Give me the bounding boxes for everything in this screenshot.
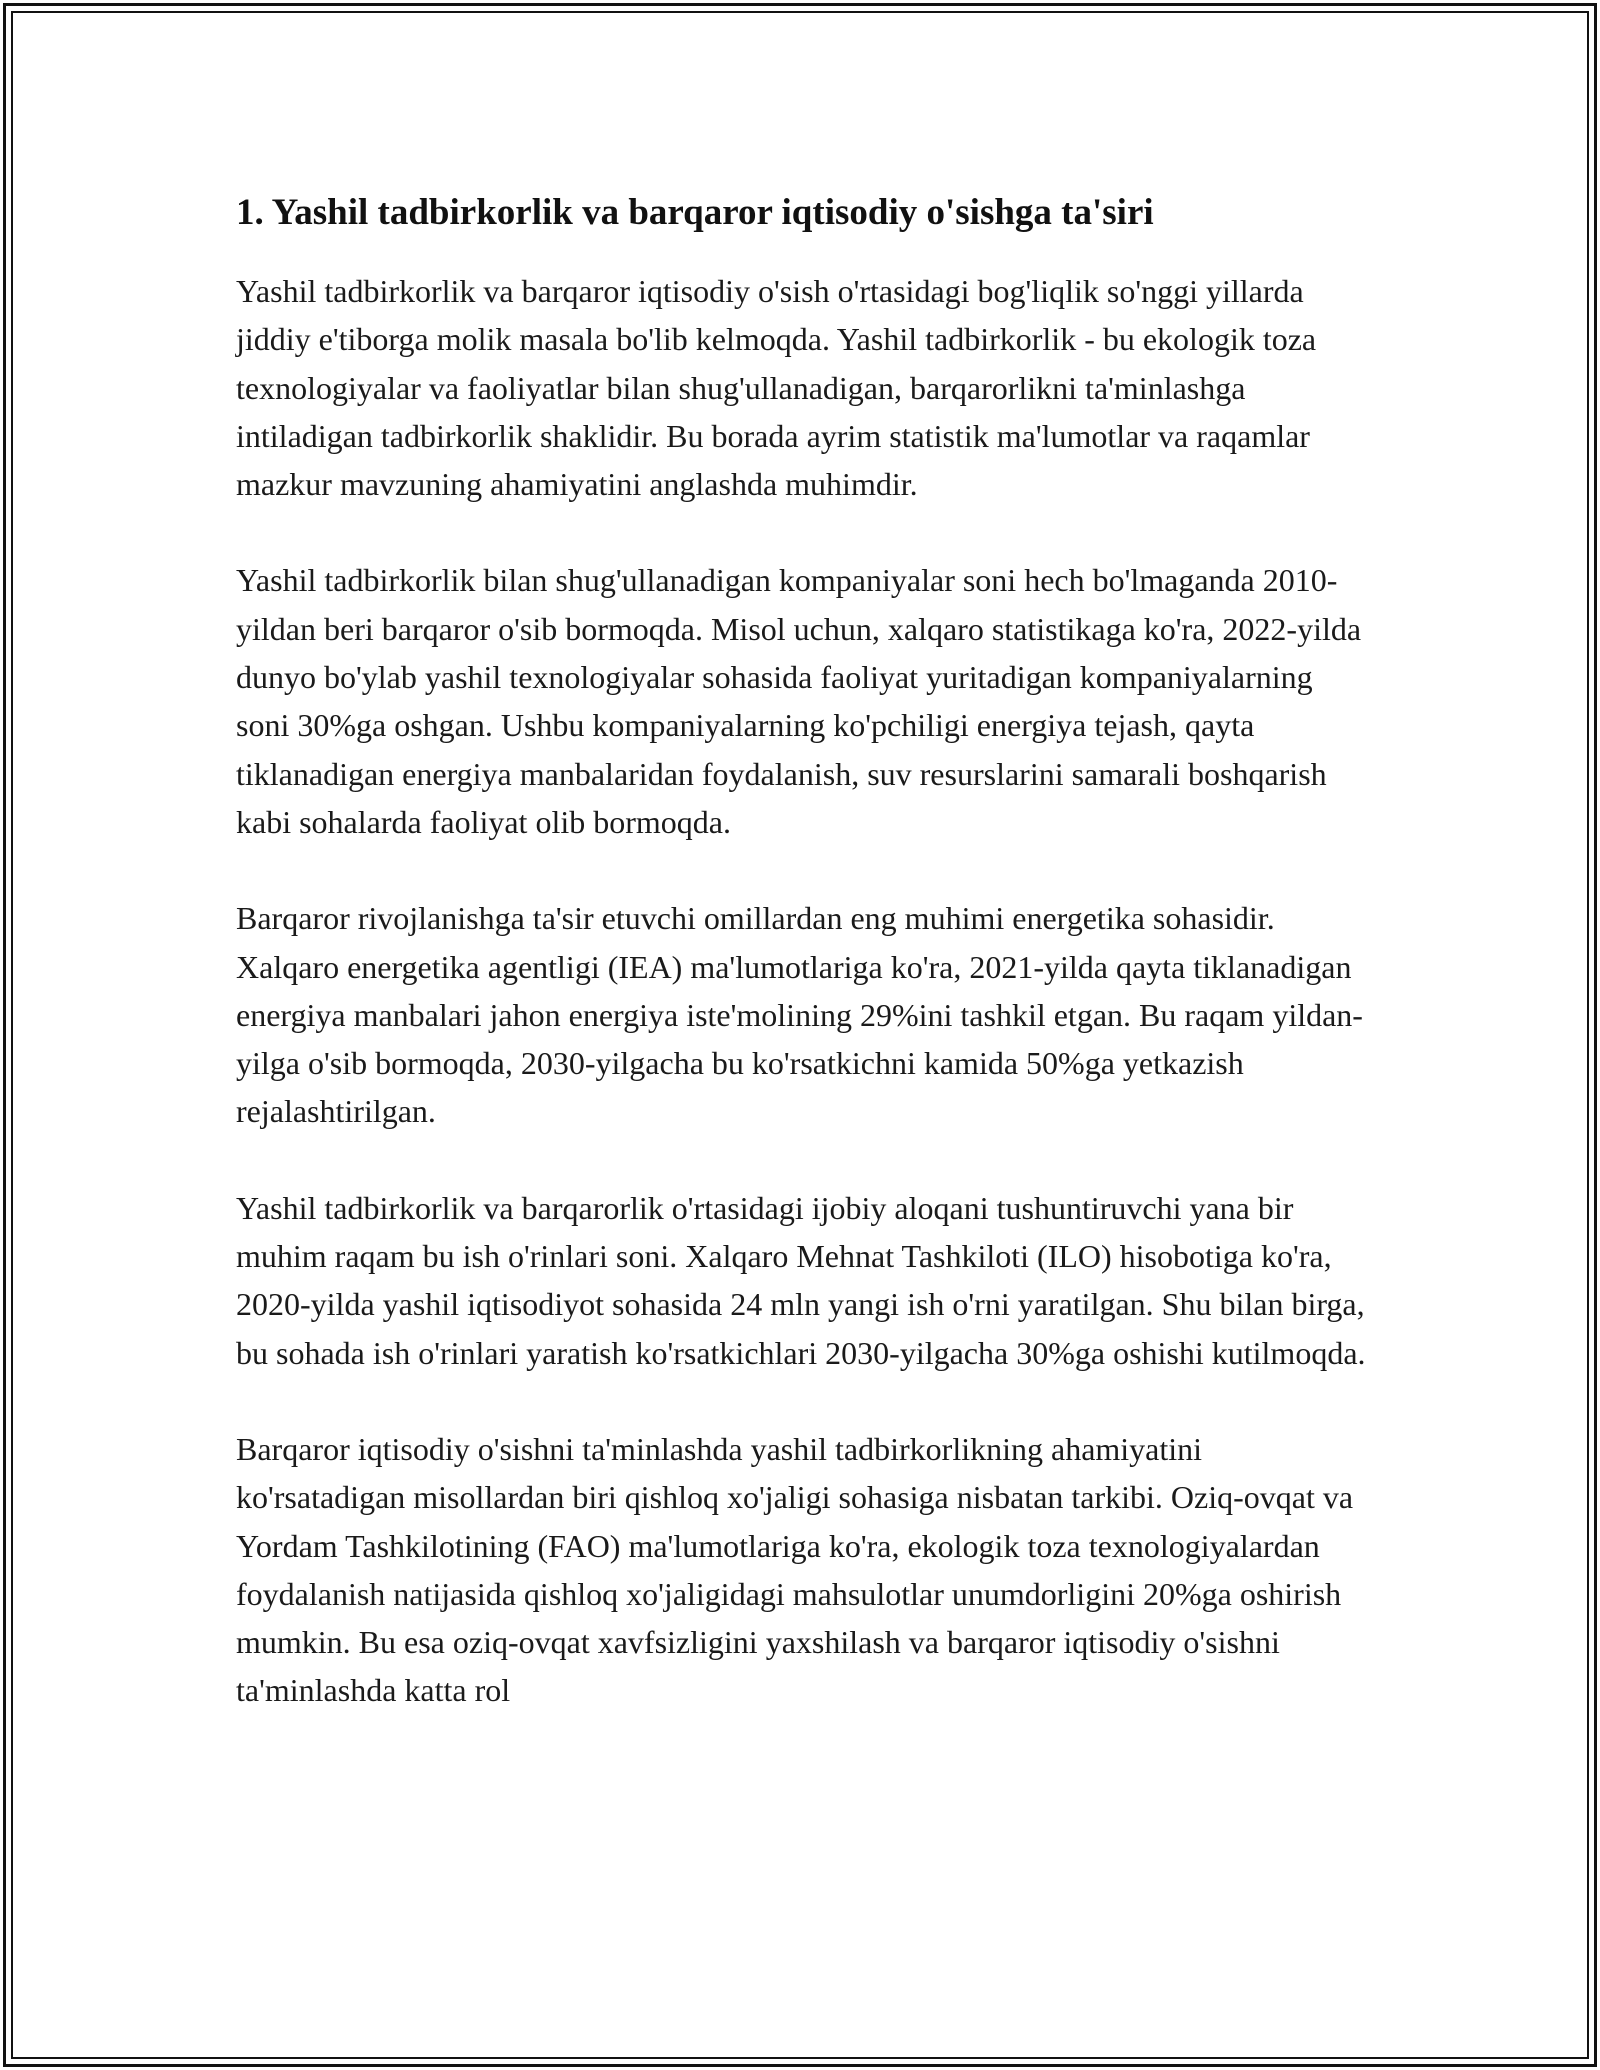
paragraph-5: Barqaror iqtisodiy o'sishni ta'minlashda yashil tadbirkorlikning ahamiyatini ko'rsatadigan misollardan biri qishloq xo'jaligi sohasiga nisbatan tarkibi. Oziq-ovqat va Yordam Tashkilotining (FAO) ma'lumotlariga ko'ra, ekologik toza texnologiyalardan foydalanish natijasida qishloq xo'jaligidagi mahsulotlar unumdorligini 20%ga oshirish mumkin. Bu esa oziq-ovqat xavfsizligini yaxshilash va barqaror iqtisodiy o'sishni ta'minlashda katta rol — [236, 1430, 1354, 1709]
paragraph-1: Yashil tadbirkorlik va barqaror iqtisodiy o'sish o'rtasidagi bog'liqlik so'nggi yillarda jiddiy e'tiborga molik masala bo'lib kelmoqda. Yashil tadbirkorlik - bu ekologik toza texnologiyalar va faoliyatlar bilan shug'ullanadigan, barqarorlikni ta'minlashga intiladigan tadbirkorlik shaklidir. Bu borada ayrim statistik ma'lumotlar va raqamlar mazkur mavzuning ahamiyatini anglashda muhimdir. — [236, 273, 1317, 503]
paragraph-3: Barqaror rivojlanishga ta'sir etuvchi omillardan eng muhimi energetika sohasidir. Xalqaro energetika agentligi (IEA) ma'lumotlariga ko'ra, 2021-yilda qayta tiklanadigan energiya manbalari jahon energiya iste'molining 29%ini tashkil etgan. Bu raqam yildan-yilga o'sib bormoqda, 2030-yilgacha bu ko'rsatkichni kamida 50%ga yetkazish rejalashtirilgan. — [236, 900, 1363, 1130]
document-body — [236, 185, 1366, 1715]
paragraph-4: Yashil tadbirkorlik va barqarorlik o'rtasidagi ijobiy aloqani tushuntiruvchi yana bir muhim raqam bu ish o'rinlari soni. Xalqaro Mehnat Tashkiloti (ILO) hisobotiga ko'ra, 2020-yilda yashil iqtisodiyot sohasida 24 mln yangi ish o'rni yaratilgan. Shu bilan birga, bu sohada ish o'rinlari yaratish ko'rsatkichlari 2030-yilgacha 30%ga oshishi kutilmoqda. — [236, 1189, 1366, 1371]
paragraph-2: Yashil tadbirkorlik bilan shug'ullanadigan kompaniyalar soni hech bo'lmaganda 2010-yildan beri barqaror o'sib bormoqda. Misol uchun, xalqaro statistikaga ko'ra, 2022-yilda dunyo bo'ylab yashil texnologiyalar sohasida faoliyat yuritadigan kompaniyalarning soni 30%ga oshgan. Ushbu kompaniyalarning ko'pchiligi energiya tejash, qayta tiklanadigan energiya manbalaridan foydalanish, suv resurslarini samarali boshqarish kabi sohalarda faoliyat olib bormoqda. — [236, 562, 1362, 840]
section-heading: 1. Yashil tadbirkorlik va barqaror iqtisodiy o'sishga ta'siri — [236, 192, 1154, 233]
